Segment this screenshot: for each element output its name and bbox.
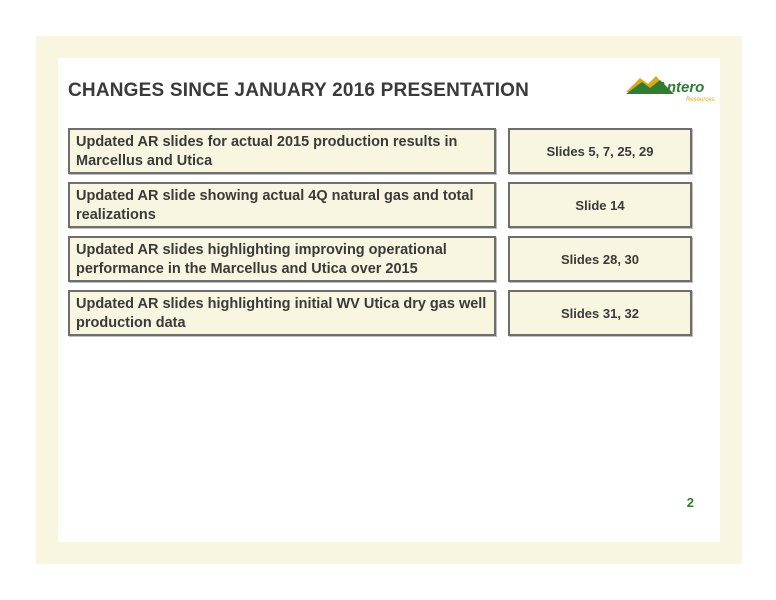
antero-logo [626, 70, 720, 106]
slide-content [58, 58, 720, 542]
change-description: Updated AR slide showing actual 4Q natural gas and total realizations [68, 182, 496, 228]
page-title: CHANGES SINCE JANUARY 2016 PRESENTATION [68, 80, 530, 101]
change-slides: Slides 31, 32 [508, 290, 692, 336]
change-slides: Slides 5, 7, 25, 29 [508, 128, 692, 174]
change-description: Updated AR slides highlighting improving operational performance in the Marcellus and Utica over 2015 [68, 236, 496, 282]
change-description: Updated AR slides for actual 2015 production results in Marcellus and Utica [68, 128, 496, 174]
page-number: 2 [686, 495, 694, 510]
change-description: Updated AR slides highlighting initial WV Utica dry gas well production data [68, 290, 496, 336]
logo-subtext: Resources [686, 97, 715, 103]
change-slides: Slides 28, 30 [508, 236, 692, 282]
change-slides: Slide 14 [508, 182, 692, 228]
logo-text: Antero [656, 79, 705, 96]
slide-frame [36, 36, 742, 564]
